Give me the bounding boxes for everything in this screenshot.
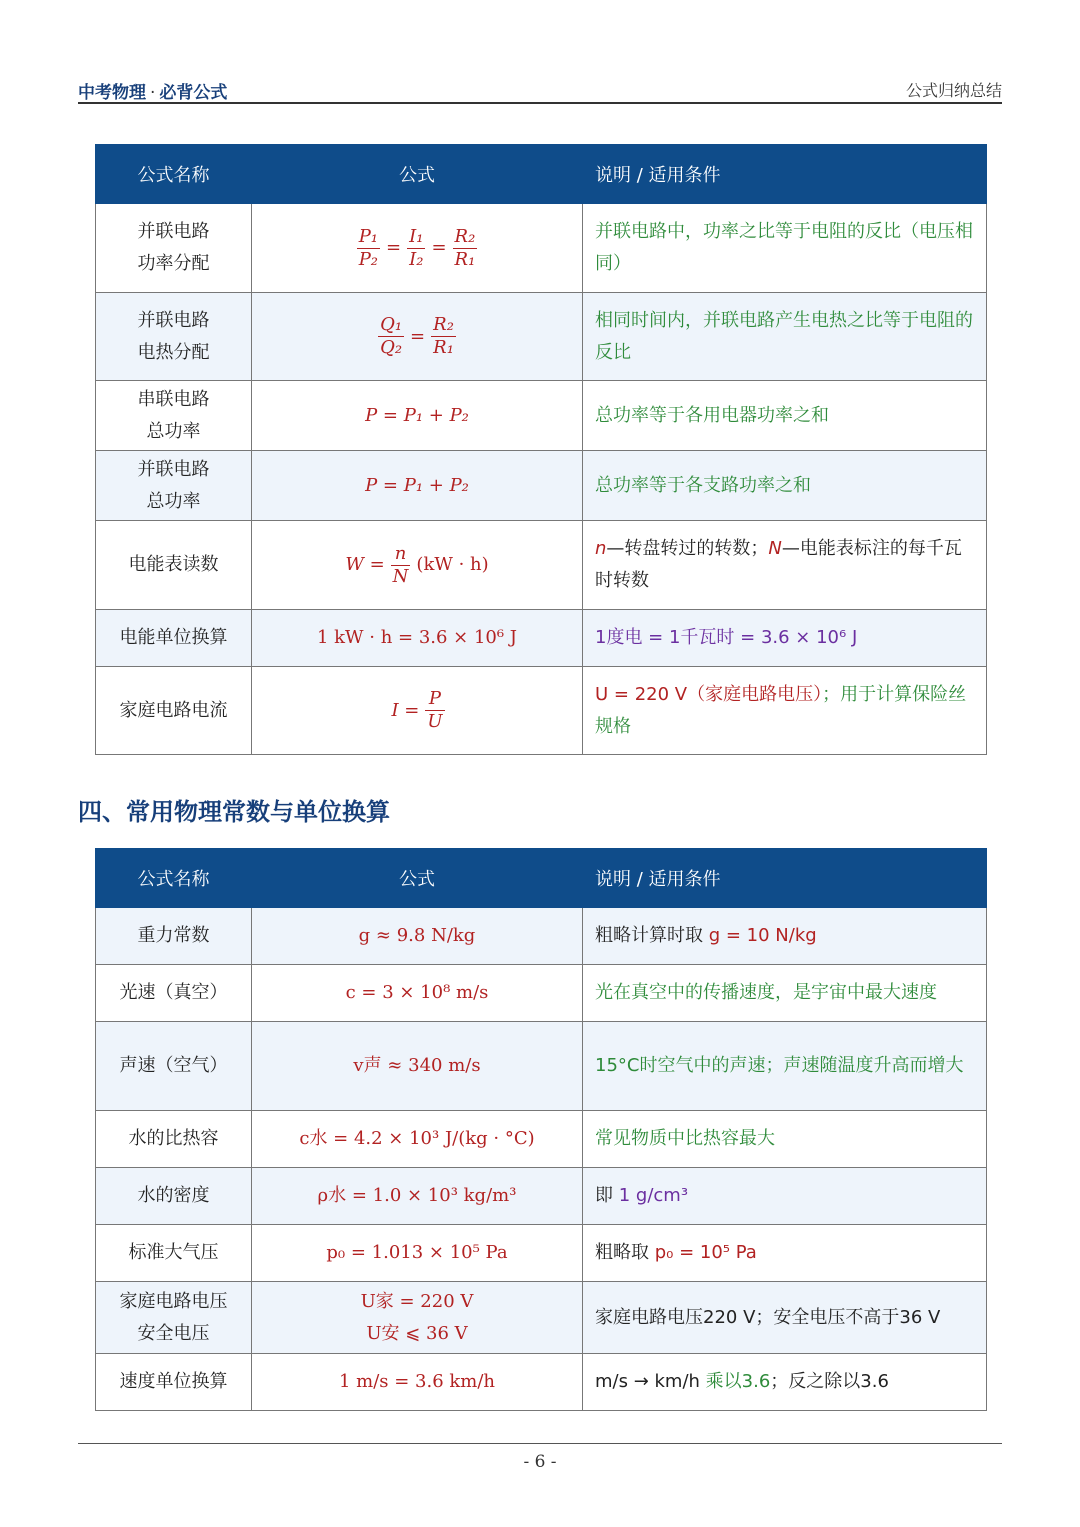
constant-formula: v声 ≈ 340 m/s: [252, 1022, 583, 1111]
constant-formula: U家 = 220 V U安 ⩽ 36 V: [252, 1282, 583, 1354]
constant-formula: g ≈ 9.8 N/kg: [252, 908, 583, 965]
col-header-formula: 公式: [252, 145, 583, 204]
constant-formula: c = 3 × 10⁸ m/s: [252, 965, 583, 1022]
constant-name: 水的比热容: [96, 1111, 252, 1168]
table-row: [96, 1168, 987, 1225]
formula-cell: P = P₁ + P₂: [252, 381, 583, 451]
constant-name: 声速（空气）: [96, 1022, 252, 1111]
table-row: [96, 1225, 987, 1282]
table-header-row: [96, 849, 987, 908]
section-title: 四、常用物理常数与单位换算: [78, 798, 390, 826]
col-header-desc: 说明 / 适用条件: [583, 849, 987, 908]
constant-name: 家庭电路电压 安全电压: [96, 1282, 252, 1354]
constant-name: 光速（真空）: [96, 965, 252, 1022]
table-row: [96, 451, 987, 521]
table-row: [96, 293, 987, 381]
table-row: [96, 667, 987, 755]
table-row: [96, 610, 987, 667]
footer-divider: [78, 1443, 1002, 1444]
formula-name: 并联电路 总功率: [96, 451, 252, 521]
formula-desc: 1度电 = 1千瓦时 = 3.6 × 10⁶ J: [583, 610, 987, 667]
table-row: [96, 521, 987, 610]
constant-desc: 光在真空中的传播速度，是宇宙中最大速度: [583, 965, 987, 1022]
formula-cell: W = $\frac{n}{N}$ (kW · h): [252, 521, 583, 610]
formula-desc: 并联电路中，功率之比等于电阻的反比（电压相同）: [583, 204, 987, 293]
table-header-row: [96, 145, 987, 204]
formula-cell: $\frac{\text{Q₁}}{\text{Q₂}}$ = $\frac{\text{R₂}}{\text{R₁}}$: [252, 293, 583, 381]
formula-desc: U = 220 V（家庭电路电压）；用于计算保险丝规格: [583, 667, 987, 755]
col-header-name: 公式名称: [96, 145, 252, 204]
header-title-main: 中考物理: [78, 83, 146, 103]
constant-desc: 家庭电路电压220 V；安全电压不高于36 V: [583, 1282, 987, 1354]
header-title-sub: 必背公式: [159, 83, 228, 103]
formula-cell: $\frac{\text{P₁}}{\text{P₂}}$ = $\frac{\text{I₁}}{\text{I₂}}$ = $\frac{\text{R₂}}{\text{R₁}}$: [252, 204, 583, 293]
formula-name: 并联电路 功率分配: [96, 204, 252, 293]
constant-desc: 粗略取 p₀ = 10⁵ Pa: [583, 1225, 987, 1282]
formula-cell: I = $\frac{P}{U}$: [252, 667, 583, 755]
constant-desc: 粗略计算时取 g = 10 N/kg: [583, 908, 987, 965]
constant-name: 标准大气压: [96, 1225, 252, 1282]
constants-table: [95, 848, 987, 1411]
table-row: [96, 1111, 987, 1168]
formula-name: 家庭电路电流: [96, 667, 252, 755]
formula-name: 并联电路 电热分配: [96, 293, 252, 381]
header-title-dot: ·: [150, 83, 156, 103]
formula-cell: P = P₁ + P₂: [252, 451, 583, 521]
constant-name: 水的密度: [96, 1168, 252, 1225]
formula-desc: 总功率等于各支路功率之和: [583, 451, 987, 521]
constant-desc: 即 1 g/cm³: [583, 1168, 987, 1225]
col-header-desc: 说明 / 适用条件: [583, 145, 987, 204]
header-title: [78, 78, 227, 103]
page-header: [78, 76, 1002, 104]
table-row: [96, 908, 987, 965]
constant-formula: ρ水 = 1.0 × 10³ kg/m³: [252, 1168, 583, 1225]
header-right-label: 公式归纳总结: [905, 81, 1002, 100]
table-row: [96, 1354, 987, 1411]
col-header-name: 公式名称: [96, 849, 252, 908]
formula-name: 电能表读数: [96, 521, 252, 610]
constant-formula: p₀ = 1.013 × 10⁵ Pa: [252, 1225, 583, 1282]
formula-desc: n—转盘转过的转数；N—电能表标注的每千瓦时转数: [583, 521, 987, 610]
page-number: - 6 -: [523, 1452, 557, 1472]
table-row: [96, 381, 987, 451]
table-row: [96, 204, 987, 293]
formula-desc: 相同时间内，并联电路产生电热之比等于电阻的反比: [583, 293, 987, 381]
constant-formula: 1 m/s = 3.6 km/h: [252, 1354, 583, 1411]
formula-name: 电能单位换算: [96, 610, 252, 667]
constant-desc: m/s → km/h 乘以3.6；反之除以3.6: [583, 1354, 987, 1411]
formula-desc: 总功率等于各用电器功率之和: [583, 381, 987, 451]
table-row: [96, 1022, 987, 1111]
constant-formula: c水 = 4.2 × 10³ J/(kg · °C): [252, 1111, 583, 1168]
constant-name: 重力常数: [96, 908, 252, 965]
constant-desc: 常见物质中比热容最大: [583, 1111, 987, 1168]
constant-desc: 15°C时空气中的声速；声速随温度升高而增大: [583, 1022, 987, 1111]
formula-name: 串联电路 总功率: [96, 381, 252, 451]
formula-cell: 1 kW · h = 3.6 × 10⁶ J: [252, 610, 583, 667]
constant-name: 速度单位换算: [96, 1354, 252, 1411]
table-row: [96, 1282, 987, 1354]
table-row: [96, 965, 987, 1022]
col-header-formula: 公式: [252, 849, 583, 908]
formula-table-electric: [95, 144, 987, 755]
